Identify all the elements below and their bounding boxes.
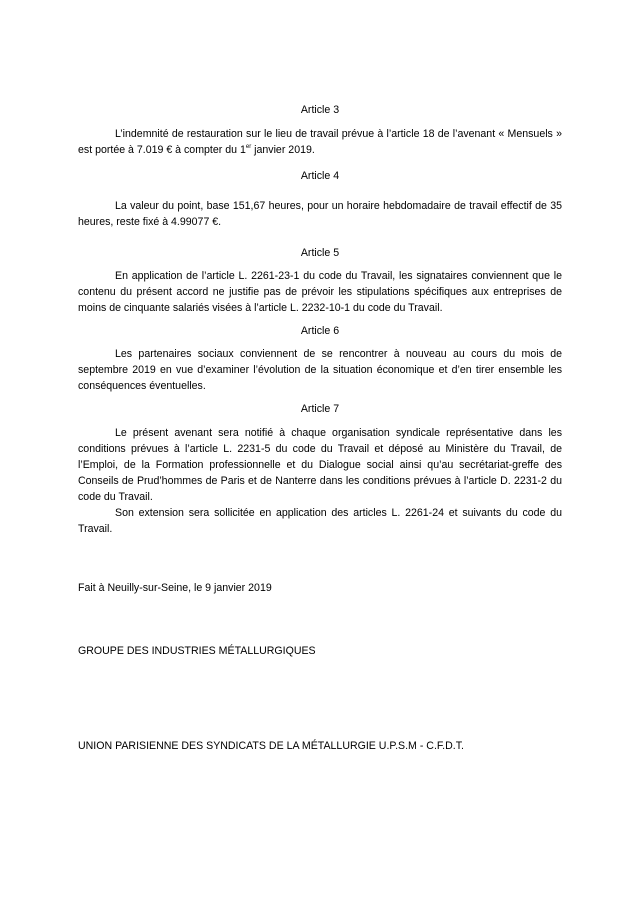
article-7-heading: Article 7 [300,403,340,415]
article-3-paragraph [78,126,562,158]
ordinal-superscript: er [245,144,252,150]
signatory-union: UNION PARISIENNE DES SYNDICATS DE LA MÉTALLURGIE U.P.S.M - C.F.D.T. [78,740,464,752]
article-4-paragraph: La valeur du point, base 151,67 heures, pour un horaire hebdomadaire de travail effectif de 35 heures, reste fixé à 4.99077 €. [78,200,562,228]
article-3-heading: Article 3 [300,104,340,116]
article-4-heading: Article 4 [300,170,340,182]
article-7-paragraph-2: Son extension sera sollicitée en application des articles L. 2261-24 et suivants du code du Travail. [78,507,562,535]
place-and-date: Fait à Neuilly-sur-Seine, le 9 janvier 2019 [78,582,272,594]
article-6-paragraph: Les partenaires sociaux conviennent de se rencontrer à nouveau au cours du mois de septembre 2019 en vue d’examiner l’évolution de la situation économique et d’en tirer ensemble les conséquences éventuelles. [78,348,562,392]
article-5-paragraph: En application de l’article L. 2261-23-1 du code du Travail, les signataires conviennent que le contenu du présent accord ne justifie pas de prévoir les stipulations spécifiques aux entreprises de moins de cinquante salariés visées à l’article L. 2232-10-1 du code du Travail. [78,270,562,314]
signatory-employer: GROUPE DES INDUSTRIES MÉTALLURGIQUES [78,645,316,657]
article-7-paragraph-1: Le présent avenant sera notifié à chaque organisation syndicale représentative dans les conditions prévues à l’article L. 2231-5 du code du Travail et déposé au Ministère du Travail, de l’Emploi, de la Formation professionnelle et du Dialogue social ainsi qu’au secrétariat-greffe des Conseils de Prud’hommes de Paris et de Nanterre dans les conditions prévues à l’article D. 2231-2 du code du Travail. [78,427,562,503]
article-3-text: L’indemnité de restauration sur le lieu de travail prévue à l’article 18 de l’avenant « Mensuels » est portée à 7.019 € à compter du 1 [78,128,562,156]
article-6-heading: Article 6 [300,325,340,337]
article-3-text-end: janvier 2019. [251,144,315,156]
article-5-heading: Article 5 [300,247,340,259]
